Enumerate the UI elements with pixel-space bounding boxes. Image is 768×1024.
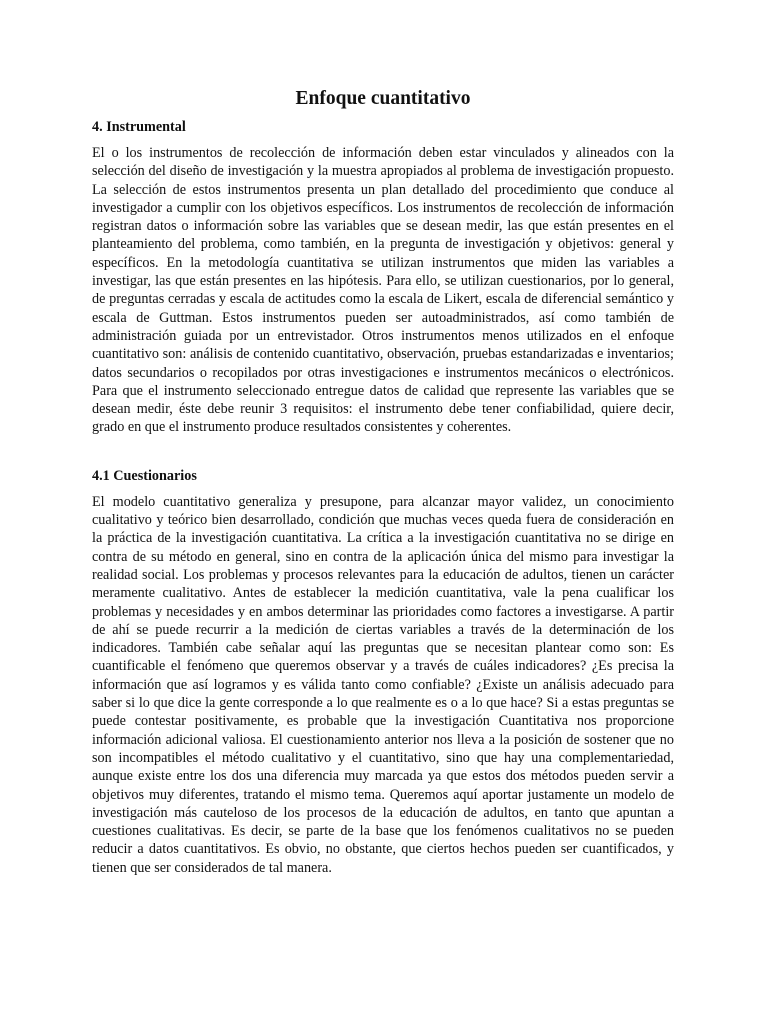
- document-title: Enfoque cuantitativo: [295, 88, 471, 109]
- section-paragraph: El modelo cuantitativo generaliza y presupone, para alcanzar mayor validez, un conocimiento cualitativo y teórico bien desarrollado, condición que muchas veces queda fuera de consideración en la práctica de la investigación cuantitativa. La crítica a la investigación cuantitativa no se dirige en contra de su método en general, sino en contra de la aplicación única del mismo para investigar la realidad social. Los problemas y procesos relevantes para la educación de adultos, tienen un carácter meramente cualitativo. Antes de establecer la medición cuantitativa, vale la pena cualificar los problemas y necesidades y en ambos determinar las prioridades como factores a investigarse. A partir de ahí se puede recurrir a la medición de ciertas variables a través de la determinación de los indicadores. También cabe señalar aquí las preguntas que se necesitan plantear como son: Es cuantificable el fenómeno que queremos observar y a través de cuáles indicadores? ¿Es precisa la información que así logramos y es válida tanto como confiable? ¿Existe un análisis adecuado para saber si lo que dice la gente corresponde a lo que realmente es o a lo que hace? Si a estas preguntas se puede contestar positivamente, es probable que la investigación Cuantitativa nos proporcione información adicional valiosa. El cuestionamiento anterior nos lleva a la posición de sostener que no son incompatibles el método cualitativo y el cuantitativo, sino que hay una complementariedad, aunque existe entre los dos una diferencia muy marcada ya que estos dos métodos pueden servir a objetivos muy diferentes, tratando el mismo tema. Queremos aquí aportar justamente un modelo de investigación más cauteloso de los procesos de la educación de adultos, en tanto que apuntan a cuestiones cualitativas. Es decir, se parte de la base que los fenómenos cualitativos no se pueden reducir a datos cuantitativos. Es obvio, no obstante, que ciertos hechos pueden ser cuantificados, y tienen que ser considerados de tal manera.: [92, 493, 674, 876]
- section-instrumental: [92, 118, 674, 437]
- section-heading: 4.1 Cuestionarios: [92, 467, 197, 484]
- section-paragraph: El o los instrumentos de recolección de información deben estar vinculados y alineados con la selección del diseño de investigación y la muestra apropiados al problema de investigación propuesto. La selección de estos instrumentos presenta un plan detallado del procedimiento que conduce al investigador a cumplir con los objetivos específicos. Los instrumentos de recolección de información registran datos o información sobre las variables que se desean medir, las que están presentes en el planteamiento del problema, como también, en la pregunta de investigación y objetivos: general y específicos. En la metodología cuantitativa se utilizan instrumentos que miden las variables a investigar, las que están presentes en las hipótesis. Para ello, se utilizan cuestionarios, por lo general, de preguntas cerradas y escala de actitudes como la escala de Likert, escala de diferencial semántico y escala de Guttman. Estos instrumentos pueden ser autoadministrados, así como también de administración guiada por un entrevistador. Otros instrumentos menos utilizados en el enfoque cuantitativo son: análisis de contenido cuantitativo, observación, pruebas estandarizadas e inventarios; datos secundarios o recopilados por otras investigaciones e instrumentos mecánicos o electrónicos. Para que el instrumento seleccionado entregue datos de calidad que represente las variables que se desean medir, éste debe reunir 3 requisitos: el instrumento debe tener confiabilidad, quiere decir, grado en que el instrumento produce resultados consistentes y coherentes.: [92, 145, 674, 436]
- section-spacer: [92, 437, 674, 467]
- section-heading: 4. Instrumental: [92, 119, 186, 135]
- section-cuestionarios: [92, 467, 674, 877]
- document-page: [92, 86, 674, 877]
